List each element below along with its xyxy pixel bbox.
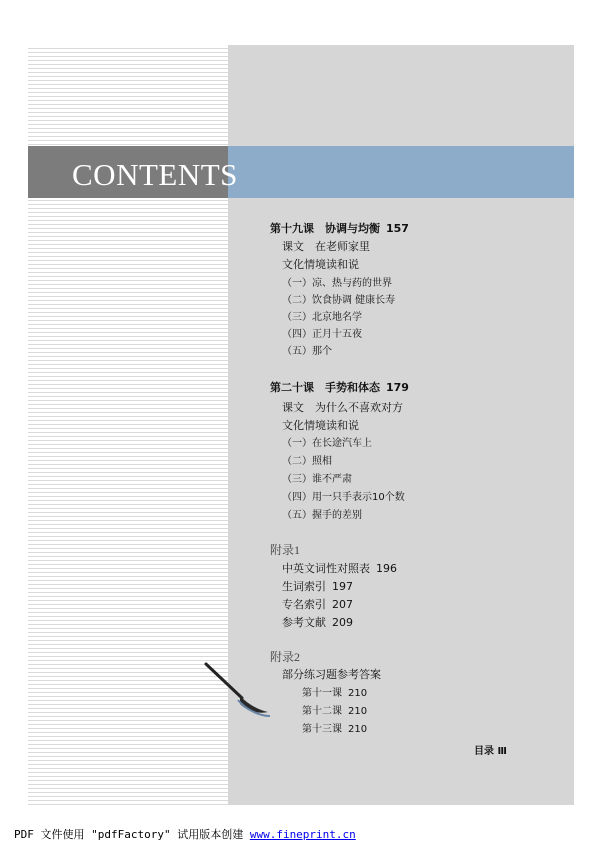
pdf-watermark-note <box>14 826 356 842</box>
toc-subitem[interactable]: （三）北京地名学 <box>282 312 362 323</box>
page-number: 207 <box>332 598 353 611</box>
appendix-entry[interactable] <box>302 723 367 737</box>
toc-entry-text[interactable]: 课文 在老师家里 <box>282 240 370 253</box>
entry-title: 第十一课 <box>302 688 342 699</box>
lesson-title: 第十九课 协调与均衡 <box>270 222 380 235</box>
toc-subitem[interactable]: （四）正月十五夜 <box>282 329 362 340</box>
entry-title: 参考文献 <box>282 616 326 629</box>
page-number: 210 <box>348 724 368 735</box>
toc-subitem[interactable]: （三）谁不严肃 <box>282 474 352 485</box>
page-number: 179 <box>386 381 409 394</box>
toc-entry-section[interactable]: 文化情境读和说 <box>282 419 359 432</box>
page-number: 209 <box>332 616 353 629</box>
appendix-label: 附录1 <box>270 543 301 557</box>
brush-icon <box>202 660 272 720</box>
toc-entry-text[interactable]: 课文 为什么不喜欢对方 <box>282 401 403 414</box>
appendix-entry[interactable] <box>282 616 353 630</box>
toc-subitem[interactable]: （五）那个 <box>282 346 332 357</box>
toc-subitem[interactable]: （二）饮食协调 健康长寿 <box>282 295 396 306</box>
page-number: 210 <box>348 706 368 717</box>
toc-lesson-heading[interactable] <box>270 381 409 395</box>
appendix-entry[interactable] <box>302 687 367 701</box>
toc-entry-section[interactable]: 文化情境读和说 <box>282 258 359 271</box>
appendix-label: 附录2 <box>270 650 301 664</box>
toc-subitem[interactable]: （一）在长途汽车上 <box>282 438 372 449</box>
pdf-note-text: PDF 文件使用 "pdfFactory" 试用版本创建 <box>14 828 250 841</box>
entry-title: 中英文词性对照表 <box>282 562 370 575</box>
toc-subitem[interactable]: （五）握手的差别 <box>282 510 362 521</box>
appendix-entry[interactable] <box>282 562 397 576</box>
page-title: CONTENTS <box>72 157 238 192</box>
entry-title: 第十二课 <box>302 706 342 717</box>
entry-title: 专名索引 <box>282 598 326 611</box>
toc-subitem[interactable]: （四）用一只手表示10个数 <box>282 492 405 503</box>
toc-lesson-heading[interactable] <box>270 222 409 236</box>
lesson-title: 第二十课 手势和体态 <box>270 381 380 394</box>
appendix-entry[interactable] <box>282 580 353 594</box>
appendix-entry[interactable] <box>302 705 367 719</box>
entry-title: 生词索引 <box>282 580 326 593</box>
appendix-entry[interactable] <box>282 598 353 612</box>
page-number: 197 <box>332 580 353 593</box>
entry-title: 第十三课 <box>302 724 342 735</box>
page-number: 196 <box>376 562 397 575</box>
title-band-right <box>228 146 574 198</box>
page-number: 210 <box>348 688 368 699</box>
appendix-title[interactable]: 部分练习题参考答案 <box>282 668 381 681</box>
fineprint-link[interactable]: www.fineprint.cn <box>249 828 356 841</box>
page-number: 157 <box>386 222 409 235</box>
page-footer: 目录 Ⅲ <box>474 746 507 757</box>
toc-subitem[interactable]: （一）凉、热与药的世界 <box>282 278 392 289</box>
toc-subitem[interactable]: （二）照相 <box>282 456 332 467</box>
